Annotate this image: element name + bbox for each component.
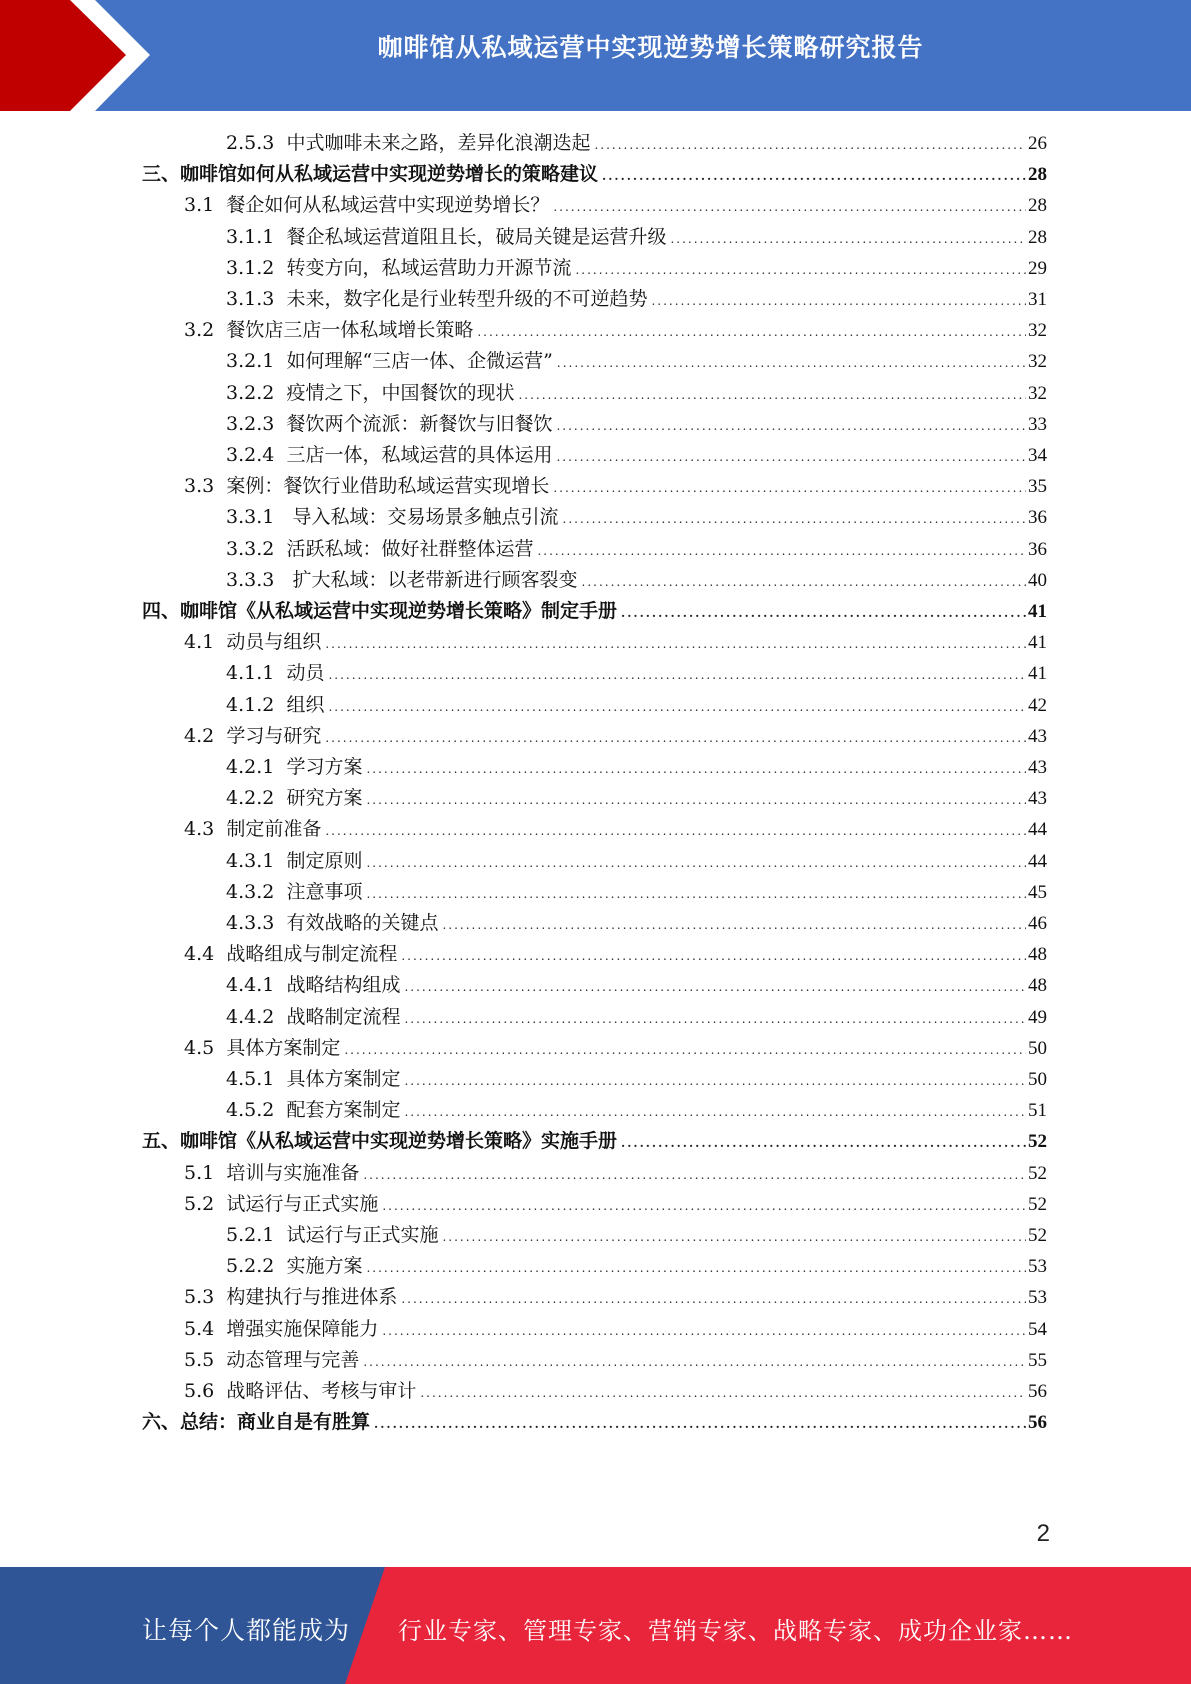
toc-dot-leader [404, 1066, 1026, 1097]
toc-entry-title [184, 1158, 359, 1189]
toc-entry-page: 43 [1028, 788, 1047, 810]
toc-entry-text: 注意事项 [286, 880, 363, 903]
toc-entry-number: 3.2.2 [226, 381, 275, 404]
toc-entry-page: 52 [1028, 1131, 1047, 1153]
toc-dot-leader [328, 660, 1026, 691]
toc-entry-text: 如何理解“三店一体、企微运营” [286, 350, 553, 373]
toc-dot-leader [404, 1004, 1026, 1035]
toc-entry-title [184, 1033, 340, 1064]
toc-entry-page: 41 [1028, 601, 1047, 622]
toc-entry-number: 4.3 [184, 818, 215, 841]
toc-dot-leader [537, 536, 1026, 567]
toc-entry[interactable] [226, 534, 1047, 565]
toc-dot-leader [670, 224, 1026, 255]
toc-dot-leader [366, 785, 1026, 816]
toc-entry-text: 战略组成与制定流程 [226, 943, 398, 966]
toc-entry-text: 转变方向，私域运营助力开源节流 [286, 256, 572, 279]
toc-entry-page: 49 [1028, 1006, 1047, 1028]
toc-entry[interactable] [184, 939, 1047, 970]
toc-entry-title [226, 908, 438, 939]
toc-entry-title [226, 440, 552, 471]
toc-entry[interactable] [226, 1220, 1047, 1251]
toc-entry-title [226, 502, 559, 533]
toc-dot-leader [328, 692, 1026, 723]
toc-entry-title [184, 1282, 397, 1313]
toc-entry-number: 3.2 [184, 319, 215, 342]
toc-entry-title [226, 690, 324, 721]
toc-entry[interactable] [226, 378, 1047, 409]
toc-entry-number: 3.2.3 [226, 412, 275, 435]
toc-entry-page: 51 [1028, 1100, 1047, 1122]
toc-dot-leader [366, 1253, 1026, 1284]
toc-dot-leader [366, 754, 1026, 785]
toc-entry[interactable] [142, 159, 1047, 190]
toc-dot-leader [442, 910, 1026, 941]
toc-entry-page: 28 [1028, 226, 1047, 248]
toc-entry[interactable] [226, 253, 1047, 284]
toc-entry[interactable] [226, 1095, 1047, 1126]
toc-dot-leader [556, 411, 1026, 442]
toc-entry-page: 29 [1028, 257, 1047, 279]
toc-entry-number: 4.3.3 [226, 912, 275, 934]
toc-entry-title [184, 1189, 378, 1220]
toc-entry-page: 54 [1028, 1318, 1047, 1340]
footer-slogan-right: 行业专家、管理专家、营销专家、战略专家、成功企业家…… [398, 1617, 1073, 1645]
toc-entry-text: 扩大私域：以老带新进行顾客裂变 [286, 568, 578, 591]
toc-entry-number: 4.3.2 [226, 880, 275, 903]
toc-entry-title [184, 721, 321, 752]
toc-entry-text: 构建执行与推进体系 [226, 1286, 398, 1309]
toc-entry-title [226, 846, 362, 877]
toc-entry[interactable] [226, 222, 1047, 253]
toc-entry-number: 五、 [142, 1130, 181, 1153]
toc-entry-text: 试运行与正式实施 [286, 1224, 439, 1246]
toc-entry-text: 咖啡馆如何从私域运营中实现逆势增长的策略建议 [180, 163, 599, 186]
toc-entry[interactable] [184, 1345, 1047, 1376]
toc-entry[interactable] [226, 846, 1047, 877]
toc-entry-text: 实施方案 [286, 1255, 363, 1278]
toc-entry-page: 41 [1028, 663, 1047, 685]
toc-entry-page: 28 [1028, 164, 1047, 186]
toc-dot-leader [382, 1316, 1026, 1347]
toc-entry-title [226, 346, 553, 377]
toc-entry[interactable] [226, 908, 1047, 939]
toc-entry-number: 4.1.2 [226, 693, 275, 716]
toc-entry[interactable] [226, 440, 1047, 471]
toc-entry-number: 4.5 [184, 1036, 215, 1059]
toc-dot-leader [557, 348, 1026, 379]
toc-entry[interactable] [184, 814, 1047, 845]
toc-entry-title [184, 315, 473, 346]
toc-entry-title [142, 1126, 617, 1157]
toc-entry[interactable] [226, 658, 1047, 689]
toc-entry[interactable] [226, 1064, 1047, 1095]
toc-entry-title [142, 159, 598, 190]
toc-dot-leader [325, 723, 1026, 754]
toc-entry-text: 制定前准备 [226, 818, 322, 841]
toc-entry-page: 52 [1028, 1162, 1047, 1184]
toc-entry-text: 研究方案 [286, 787, 363, 810]
toc-entry-title [184, 1376, 416, 1407]
toc-entry[interactable] [184, 315, 1047, 346]
toc-dot-leader [404, 972, 1026, 1003]
toc-entry[interactable] [226, 877, 1047, 908]
toc-entry-title [226, 1220, 438, 1251]
toc-entry-number: 5.2 [184, 1192, 215, 1215]
toc-dot-leader [621, 598, 1026, 629]
toc-entry-page: 56 [1028, 1381, 1047, 1402]
toc-entry-page: 32 [1028, 320, 1047, 342]
toc-entry-title [184, 939, 397, 970]
toc-entry-number: 3.3 [184, 475, 215, 498]
toc-entry-number: 4.1.1 [226, 662, 275, 685]
toc-entry-number: 5.4 [184, 1317, 215, 1340]
page-footer [0, 1567, 1191, 1684]
toc-entry-title [226, 1002, 400, 1033]
toc-entry-title [184, 1345, 359, 1376]
toc-dot-leader [420, 1378, 1026, 1409]
toc-entry-text: 餐饮店三店一体私域增长策略 [226, 319, 474, 342]
toc-entry-page: 45 [1028, 881, 1047, 903]
toc-dot-leader [442, 1222, 1026, 1253]
page-number: 2 [1036, 1520, 1050, 1547]
toc-dot-leader [518, 380, 1026, 411]
toc-dot-leader [553, 192, 1026, 223]
toc-entry-text: 导入私域：交易场景多触点引流 [286, 506, 559, 529]
toc-entry[interactable] [226, 1251, 1047, 1282]
toc-entry-number: 4.4 [184, 943, 215, 966]
toc-entry-page: 52 [1028, 1225, 1047, 1246]
toc-entry-number: 3.3.3 [226, 568, 275, 591]
toc-entry-title [184, 814, 321, 845]
toc-entry-number: 3.1 [184, 194, 215, 217]
toc-entry-number: 3.3.2 [226, 537, 275, 560]
toc-entry[interactable] [226, 1002, 1047, 1033]
toc-entry-text: 动员 [286, 662, 325, 685]
toc-entry[interactable] [226, 565, 1047, 596]
toc-entry[interactable] [226, 970, 1047, 1001]
toc-entry-number: 4.1 [184, 631, 215, 654]
toc-entry-page: 44 [1028, 819, 1047, 841]
toc-dot-leader [594, 130, 1026, 161]
toc-entry-title [226, 378, 514, 409]
toc-entry-number: 3.3.1 [226, 506, 275, 529]
toc-dot-leader [366, 848, 1026, 879]
toc-entry-number: 3.2.4 [226, 444, 275, 466]
toc-entry[interactable] [184, 471, 1047, 502]
toc-entry-title [226, 658, 324, 689]
toc-entry-page: 31 [1028, 289, 1047, 310]
toc-entry-number: 三、 [142, 163, 181, 186]
toc-entry-text: 活跃私域：做好社群整体运营 [286, 537, 534, 560]
toc-entry-text: 咖啡馆《从私域运营中实现逆势增长策略》制定手册 [180, 600, 618, 622]
toc-entry-title [226, 783, 362, 814]
toc-dot-leader [363, 1347, 1026, 1378]
toc-entry[interactable] [226, 752, 1047, 783]
toc-dot-leader [325, 816, 1026, 847]
toc-entry-page: 26 [1028, 133, 1047, 154]
toc-entry-text: 战略制定流程 [286, 1005, 401, 1028]
toc-entry-page: 53 [1028, 1256, 1047, 1278]
toc-entry-text: 未来，数字化是行业转型升级的不可逆趋势 [286, 288, 648, 310]
toc-entry[interactable] [142, 1407, 1047, 1438]
toc-dot-leader [363, 1160, 1026, 1191]
toc-entry-number: 4.3.1 [226, 849, 275, 872]
toc-entry-text: 具体方案制定 [286, 1068, 401, 1090]
toc-entry-title [142, 1407, 370, 1438]
toc-entry-page: 32 [1028, 351, 1047, 373]
toc-entry-title [226, 1095, 400, 1126]
toc-entry[interactable] [184, 1282, 1047, 1313]
toc-entry-title [142, 596, 617, 627]
toc-entry[interactable] [226, 783, 1047, 814]
toc-entry-page: 56 [1028, 1412, 1047, 1434]
toc-dot-leader [582, 567, 1027, 598]
toc-entry-text: 配套方案制定 [286, 1099, 401, 1122]
toc-entry-page: 44 [1028, 850, 1047, 872]
toc-entry-number: 4.2.2 [226, 787, 275, 810]
toc-entry-page: 52 [1028, 1193, 1047, 1215]
toc-entry-title [226, 128, 590, 159]
toc-entry-title [226, 409, 552, 440]
toc-entry-title [226, 222, 666, 253]
toc-entry-page: 48 [1028, 944, 1047, 966]
toc-entry[interactable] [226, 284, 1047, 315]
toc-entry-text: 餐饮两个流派：新餐饮与旧餐饮 [286, 412, 553, 435]
page-header [0, 0, 1191, 111]
toc-dot-leader [651, 286, 1026, 317]
toc-entry[interactable] [142, 596, 1047, 627]
toc-entry-title [226, 1251, 362, 1282]
toc-entry-number: 4.2.1 [226, 756, 275, 778]
toc-dot-leader [556, 442, 1026, 473]
toc-entry[interactable] [142, 1126, 1047, 1157]
toc-entry-title [226, 565, 578, 596]
toc-entry[interactable] [226, 128, 1047, 159]
toc-entry-number: 2.5.3 [226, 132, 275, 154]
toc-entry-title [184, 1314, 378, 1345]
toc-entry-title [226, 752, 362, 783]
toc-entry[interactable] [184, 721, 1047, 752]
toc-entry-page: 43 [1028, 757, 1047, 778]
toc-entry-page: 41 [1028, 632, 1047, 654]
toc-entry-text: 具体方案制定 [226, 1036, 341, 1059]
toc-entry-text: 餐企如何从私域运营中实现逆势增长？ [226, 194, 550, 217]
toc-dot-leader [477, 317, 1026, 348]
toc-entry-text: 总结：商业自是有胜算 [180, 1411, 371, 1434]
toc-entry-text: 战略评估、考核与审计 [226, 1380, 417, 1402]
toc-entry-page: 32 [1028, 382, 1047, 404]
toc-entry-title [184, 471, 549, 502]
toc-entry-number: 5.6 [184, 1380, 215, 1402]
toc-entry[interactable] [184, 1314, 1047, 1345]
toc-entry-page: 50 [1028, 1069, 1047, 1090]
toc-entry-title [226, 970, 400, 1001]
footer-slogan-left: 让每个人都能成为 [142, 1616, 351, 1645]
toc-entry-text: 试运行与正式实施 [226, 1192, 379, 1215]
toc-entry-text: 动员与组织 [226, 631, 322, 654]
toc-entry-text: 培训与实施准备 [226, 1161, 360, 1184]
toc-entry-page: 33 [1028, 413, 1047, 435]
toc-entry-text: 三店一体，私域运营的具体运用 [286, 444, 553, 466]
toc-entry-number: 4.4.2 [226, 1005, 275, 1028]
toc-entry-page: 36 [1028, 538, 1047, 560]
toc-dot-leader [382, 1191, 1026, 1222]
toc-entry-title [184, 627, 321, 658]
toc-entry[interactable] [184, 190, 1047, 221]
toc-entry[interactable] [226, 690, 1047, 721]
toc-entry[interactable] [184, 627, 1047, 658]
toc-entry-text: 制定原则 [286, 849, 363, 872]
toc-entry-title [226, 877, 362, 908]
toc-entry-title [226, 284, 647, 315]
toc-entry-title [226, 1064, 400, 1095]
toc-entry-number: 3.1.2 [226, 256, 275, 279]
toc-entry-number: 5.3 [184, 1286, 215, 1309]
toc-dot-leader [325, 629, 1026, 660]
toc-dot-leader [602, 161, 1026, 192]
toc-dot-leader [374, 1409, 1026, 1440]
toc-entry-number: 5.5 [184, 1348, 215, 1371]
report-title: 咖啡馆从私域运营中实现逆势增长策略研究报告 [377, 33, 924, 62]
toc-entry-page: 42 [1028, 694, 1047, 716]
toc-dot-leader [401, 1284, 1026, 1315]
toc-entry-page: 28 [1028, 195, 1047, 217]
toc-entry-page: 40 [1028, 569, 1047, 591]
toc-entry-text: 疫情之下，中国餐饮的现状 [286, 381, 515, 404]
toc-entry-page: 35 [1028, 476, 1047, 498]
toc-entry-text: 中式咖啡未来之路，差异化浪潮迭起 [286, 132, 591, 154]
toc-entry-page: 50 [1028, 1037, 1047, 1059]
toc-entry-number: 5.2.2 [226, 1255, 275, 1278]
toc-entry-text: 咖啡馆《从私域运营中实现逆势增长策略》实施手册 [180, 1130, 618, 1153]
toc-dot-leader [621, 1128, 1026, 1159]
toc-entry-title [226, 253, 571, 284]
toc-dot-leader [563, 504, 1027, 535]
toc-entry-text: 餐企私域运营道阻且长，破局关键是运营升级 [286, 225, 667, 248]
toc-dot-leader [401, 941, 1026, 972]
toc-entry-page: 48 [1028, 975, 1047, 997]
toc-entry-number: 4.2 [184, 724, 215, 747]
toc-entry-text: 组织 [286, 693, 325, 716]
toc-entry-text: 动态管理与完善 [226, 1348, 360, 1371]
toc-entry[interactable] [226, 502, 1047, 533]
toc-entry-number: 4.4.1 [226, 974, 275, 997]
toc-entry-page: 36 [1028, 507, 1047, 529]
toc-entry-page: 46 [1028, 913, 1047, 934]
toc-entry-page: 55 [1028, 1349, 1047, 1371]
toc-entry-number: 5.2.1 [226, 1224, 275, 1246]
toc-entry[interactable] [184, 1033, 1047, 1064]
toc-entry-title [184, 190, 549, 221]
toc-entry[interactable] [184, 1376, 1047, 1407]
toc-entry[interactable] [184, 1189, 1047, 1220]
toc-entry[interactable] [226, 409, 1047, 440]
toc-entry-page: 34 [1028, 445, 1047, 466]
toc-dot-leader [553, 473, 1026, 504]
toc-entry-number: 四、 [142, 600, 181, 622]
toc-dot-leader [366, 879, 1026, 910]
toc-entry-text: 案例：餐饮行业借助私域运营实现增长 [226, 475, 550, 498]
toc-entry-text: 学习方案 [286, 756, 363, 778]
toc-entry[interactable] [226, 346, 1047, 377]
toc-entry-page: 43 [1028, 725, 1047, 747]
toc-entry-number: 4.5.2 [226, 1099, 275, 1122]
toc-entry-number: 3.1.1 [226, 225, 275, 248]
toc-entry-text: 增强实施保障能力 [226, 1317, 379, 1340]
toc-entry-number: 4.5.1 [226, 1068, 275, 1090]
toc-entry-number: 5.1 [184, 1161, 215, 1184]
toc-dot-leader [344, 1035, 1026, 1066]
toc-entry[interactable] [184, 1158, 1047, 1189]
toc-entry-title [226, 534, 533, 565]
toc-entry-text: 战略结构组成 [286, 974, 401, 997]
toc-entry-text: 有效战略的关键点 [286, 912, 439, 934]
toc-dot-leader [575, 255, 1026, 286]
toc-entry-number: 3.1.3 [226, 288, 275, 310]
toc-entry-text: 学习与研究 [226, 724, 322, 747]
toc-entry-page: 53 [1028, 1287, 1047, 1309]
toc-entry-number: 六、 [142, 1411, 181, 1434]
toc-entry-number: 3.2.1 [226, 350, 275, 373]
toc-dot-leader [404, 1097, 1026, 1128]
